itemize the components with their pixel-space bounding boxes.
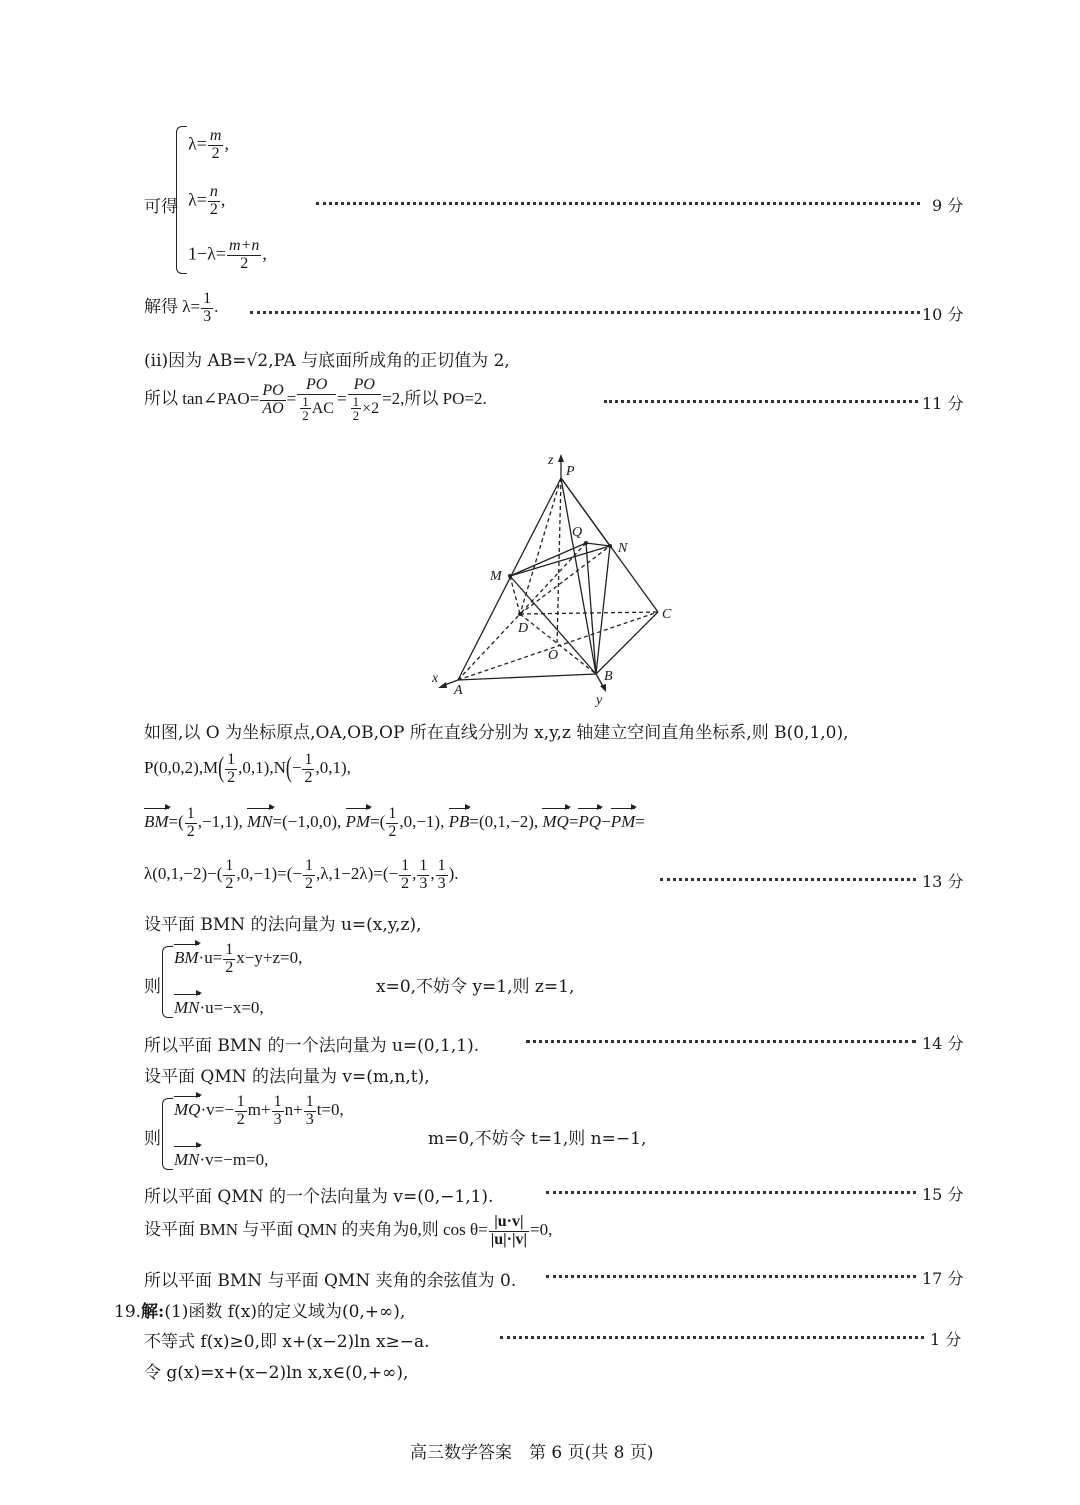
- page-footer: 高三数学答案 第 6 页(共 8 页): [410, 1443, 654, 1463]
- step14-conclusion: 所以平面 BMN 的一个法向量为 u=(0,1,1).: [144, 1036, 480, 1056]
- step17-text: 所以平面 BMN 与平面 QMN 夹角的余弦值为 0.: [144, 1271, 517, 1291]
- dot-leader: [500, 1336, 924, 1339]
- step14-row2: MN·u=−x=0,: [174, 998, 264, 1017]
- label-C: C: [662, 607, 672, 622]
- step15-row1: MQ·v=− $\frac{1}{2}$ m+ $\frac{1}{3}$ n+ $\frac{1}{3}$ t=0,: [174, 1093, 344, 1128]
- dot-leader: [546, 1275, 916, 1278]
- label-A: A: [454, 683, 463, 698]
- step14-side: x=0,不妨令 y=1,则 z=1,: [376, 977, 575, 997]
- score-1: 1 分: [930, 1330, 962, 1349]
- coord-line1: 如图,以 O 为坐标原点,OA,OB,OP 所在直线分别为 x,y,z 轴建立空间直角坐标系,则 B(0,1,0),: [144, 723, 849, 743]
- score-11: 11 分: [922, 394, 964, 413]
- edge-NB: [596, 546, 610, 674]
- score-9: 9 分: [932, 196, 964, 215]
- dot-leader: [604, 400, 918, 403]
- score-14: 14 分: [922, 1034, 964, 1053]
- dot-leader: [250, 311, 920, 314]
- step15-row2: MN·v=−m=0,: [174, 1150, 269, 1169]
- edge-PN: [561, 478, 610, 546]
- dot-leader: [316, 202, 920, 205]
- step15-intro: 设平面 QMN 的法向量为 v=(m,n,t),: [144, 1067, 430, 1087]
- label-B: B: [604, 669, 613, 684]
- step11-text: 所以 tan∠PAO= $\frac{PO}{AO}$ = PO $\frac{1}{2}$ AC = PO $\frac{1}{2}$ ×2 =2,所以 PO=2.: [144, 376, 487, 424]
- edge-BC: [596, 612, 658, 674]
- q19-line1: 19.解:(1)函数 f(x)的定义域为(0,+∞),: [114, 1302, 406, 1322]
- label-M: M: [490, 569, 502, 584]
- system-brace: [162, 946, 173, 1018]
- label-N: N: [618, 541, 628, 556]
- step16-text: 设平面 BMN 与平面 QMN 的夹角为θ,则 cos θ= $\frac{|u\cdot v|}{|u|\cdot|v|}$ =0,: [144, 1213, 553, 1248]
- edge-QN: [586, 543, 610, 546]
- step14-ze: 则: [144, 977, 161, 997]
- q19-line3: 令 g(x)=x+(x−2)ln x,x∈(0,+∞),: [144, 1363, 409, 1383]
- label-z: z: [548, 453, 554, 468]
- label-D: D: [518, 621, 529, 636]
- label-x: x: [432, 671, 439, 686]
- step9-eq1: λ= $\frac{m}{2}$ ,: [188, 127, 229, 162]
- edge-DC: [520, 612, 658, 614]
- edge-PB: [561, 478, 596, 674]
- step9-prefix: 可得: [144, 197, 178, 217]
- step14-row1: BM·u= $\frac{1}{2}$ x−y+z=0,: [174, 941, 303, 976]
- step15-conclusion: 所以平面 QMN 的一个法向量为 v=(0,−1,1).: [144, 1187, 494, 1207]
- part-ii-text: (ii)因为 AB=√2,PA 与底面所成角的正切值为 2,: [144, 351, 510, 371]
- dot-leader: [546, 1191, 916, 1194]
- label-Q: Q: [572, 525, 583, 540]
- q19-line2: 不等式 f(x)≥0,即 x+(x−2)ln x≥−a.: [144, 1332, 430, 1352]
- dot-leader: [526, 1040, 916, 1043]
- dot-leader: [660, 878, 916, 881]
- score-13: 13 分: [922, 872, 964, 891]
- vectors-line2: λ(0,1,−2)−( $\frac{1}{2}$ ,0,−1)=(− $\frac{1}{2}$ ,λ,1−2λ)=(− $\frac{1}{2}$ , $\frac{1}{3}$ , $\frac{1}{3}$ ).: [144, 857, 459, 892]
- coord-line2: P(0,0,2),M( $\frac{1}{2}$ ,0,1),N(− $\frac{1}{2}$ ,0,1),: [144, 750, 351, 786]
- step14-intro: 设平面 BMN 的法向量为 u=(x,y,z),: [144, 915, 422, 935]
- step9-eq3: 1−λ= $\frac{m+n}{2}$ ,: [188, 237, 267, 272]
- edge-DN: [520, 546, 610, 614]
- pyramid-figure: [420, 448, 680, 708]
- score-10: 10 分: [922, 305, 964, 324]
- label-O: O: [548, 648, 559, 663]
- edge-DB: [520, 614, 596, 674]
- edge-AB: [458, 674, 596, 680]
- system-brace: [162, 1098, 173, 1170]
- label-y: y: [596, 693, 603, 708]
- label-P: P: [566, 464, 575, 479]
- score-17: 17 分: [922, 1269, 964, 1288]
- edge-QD: [520, 543, 586, 614]
- step15-ze: 则: [144, 1129, 161, 1149]
- edge-MQ: [510, 543, 586, 576]
- step15-side: m=0,不妨令 t=1,则 n=−1,: [428, 1129, 647, 1149]
- step10-text: 解得 λ= $\frac{1}{3}$ .: [144, 290, 219, 325]
- edge-AD: [458, 614, 520, 680]
- step9-eq2: λ= $\frac{n}{2}$ ,: [188, 183, 226, 218]
- vectors-line1: BM=( $\frac{1}{2}$ ,−1,1), MN=(−1,0,0), PM=( $\frac{1}{2}$ ,0,−1), PB=(0,1,−2), MQ=PQ−PM=: [144, 805, 645, 840]
- score-15: 15 分: [922, 1185, 964, 1204]
